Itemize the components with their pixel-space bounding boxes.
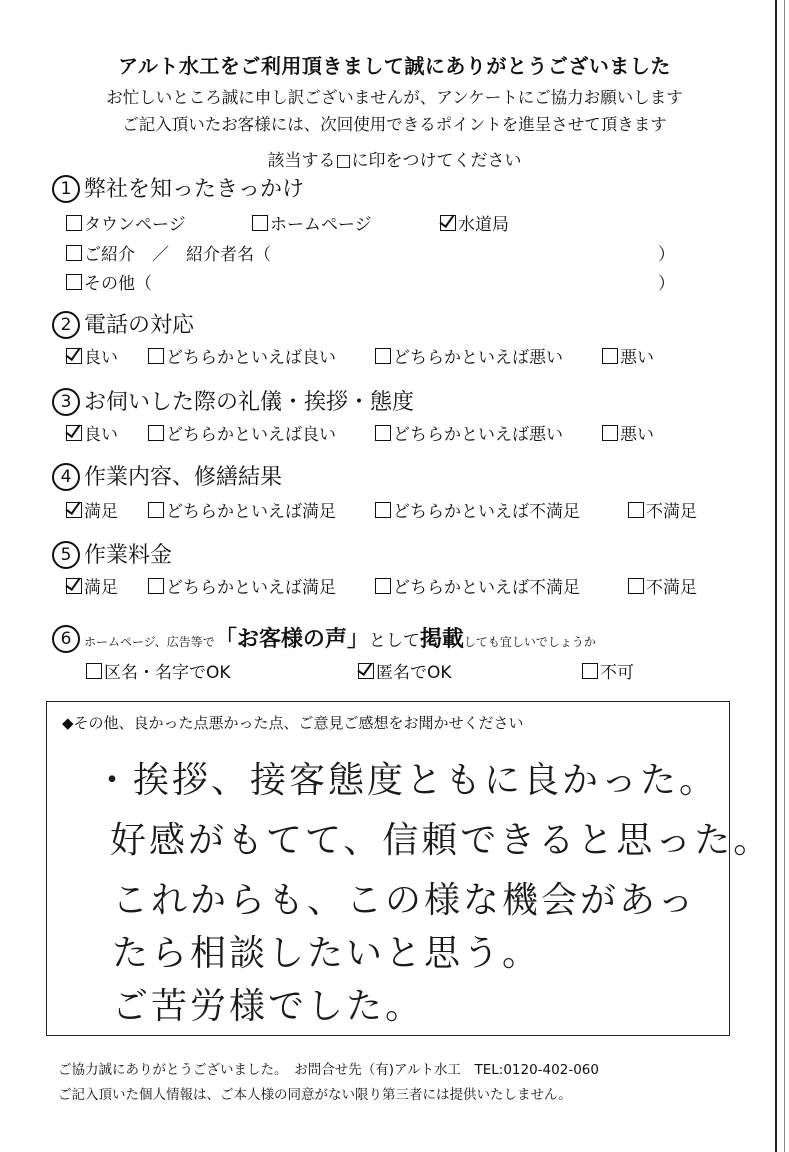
checkbox[interactable] [66,245,82,261]
comment-prompt: ◆その他、良かった点悪かった点、ご意見ご感想をお聞かせください [62,714,524,732]
option-label: 匿名でOK [376,663,452,683]
q4-option-satisfied[interactable] [66,497,118,522]
q2-option-good[interactable] [66,343,118,368]
q3-option-rather-good[interactable] [148,420,336,445]
q6-mid: として [368,631,420,651]
checkbox[interactable] [148,502,164,518]
q3-option-good[interactable] [66,420,118,445]
checkbox[interactable] [628,578,644,594]
header-request: お忙しいところ誠に申し訳ございませんが、アンケートにご協力お願いします [106,88,683,107]
option-label: 悪い [620,425,654,445]
q4-option-rather-satisfied[interactable] [148,497,336,522]
q4-title [52,460,282,491]
q6-option-anonymous-ok[interactable] [358,658,452,683]
option-label: 不満足 [646,578,697,598]
q5-option-unsatisfied[interactable] [628,573,697,598]
checkbox[interactable] [375,425,391,441]
option-label: 良い [84,348,118,368]
q1-title [52,172,304,203]
handwritten-line: これからも、この様な機会があっ [112,880,697,921]
page-edge-shadow [784,0,785,1152]
q6-number: 6 [52,625,80,653]
handwritten-line: たら相談したいと思う。 [112,933,542,974]
q2-option-rather-good[interactable] [148,343,336,368]
option-label: ご紹介 ／ 紹介者名（ [84,245,271,265]
option-label: 満足 [84,578,118,598]
checkbox-checked[interactable] [66,502,82,518]
option-label: どちらかといえば良い [166,348,336,368]
header-points-note: ご記入頂いたお客様には、次回使用できるポイントを進呈させて頂きます [122,115,667,134]
q6-bold: 掲載 [419,627,464,652]
option-label: どちらかといえば不満足 [393,578,580,598]
checkbox[interactable] [602,425,618,441]
checkbox[interactable] [66,274,82,290]
option-label: 満足 [84,502,118,522]
checkbox[interactable] [628,502,644,518]
q5-title-text: 作業料金 [84,543,173,568]
q3-title [52,385,414,416]
q5-title [52,538,172,569]
checkbox-checked[interactable] [358,663,374,679]
q6-quote: 「お客様の声」 [214,627,369,652]
checkbox-checked[interactable] [440,215,456,231]
q1-title-text: 弊社を知ったきっかけ [84,177,305,202]
option-label: どちらかといえば不満足 [393,502,580,522]
checkbox[interactable] [66,215,82,231]
checkbox-checked[interactable] [66,425,82,441]
q1-option-townpage[interactable] [66,210,186,235]
option-label: どちらかといえば悪い [393,348,563,368]
header-title: アルト水工をご利用頂きまして誠にありがとうございました [118,54,671,78]
checkbox[interactable] [375,578,391,594]
q3-option-rather-bad[interactable] [375,420,563,445]
q1-option-shoukai[interactable] [66,240,271,265]
q6-option-not-allowed[interactable] [582,658,634,683]
option-label: ホームページ [270,215,372,235]
option-label: 不可 [600,663,634,683]
checkbox[interactable] [148,425,164,441]
checkbox[interactable] [602,348,618,364]
q6-suffix: しても宜しいでしょうか [463,635,596,649]
option-label: 不満足 [646,502,697,522]
option-label: その他（ [84,274,152,294]
handwritten-line: ・挨拶、接客態度ともに良かった。 [94,760,719,801]
q2-number: 2 [52,311,80,339]
q4-number: 4 [52,463,80,491]
footer-privacy: ご記入頂いた個人情報は、ご本人様の同意がない限り第三者には提供いたしません。 [58,1087,572,1103]
q1-shoukai-close-paren: ） [658,245,675,265]
q3-title-text: お伺いした際の礼儀・挨拶・態度 [84,390,415,415]
checkbox-checked[interactable] [66,348,82,364]
q2-title-text: 電話の対応 [84,313,195,338]
q4-option-rather-unsatisfied[interactable] [375,497,580,522]
checkbox[interactable] [582,663,598,679]
checkbox[interactable] [148,578,164,594]
q5-option-rather-unsatisfied[interactable] [375,573,580,598]
checkbox[interactable] [148,348,164,364]
checkbox[interactable] [375,502,391,518]
option-label: どちらかといえば満足 [166,578,336,598]
q2-option-rather-bad[interactable] [375,343,563,368]
q1-option-suidou[interactable] [440,210,509,235]
q1-number: 1 [52,175,80,203]
footer-contact: ご協力誠にありがとうございました。 お問合せ先（有)アルト水工 TEL:0120-402-060 [58,1062,599,1078]
q6-title [52,622,596,653]
option-label: どちらかといえば満足 [166,502,336,522]
q5-option-rather-satisfied[interactable] [148,573,336,598]
q6-prefix: ホームページ、広告等で [84,635,215,649]
checkbox[interactable] [252,215,268,231]
q1-option-homepage[interactable] [252,210,372,235]
q1-option-other[interactable] [66,269,152,294]
checkbox[interactable] [86,663,102,679]
option-label: どちらかといえば悪い [393,425,563,445]
checkbox-checked[interactable] [66,578,82,594]
option-label: 水道局 [458,215,509,235]
q2-title [52,308,194,339]
q3-option-bad[interactable] [602,420,654,445]
page-edge-line [775,0,777,1152]
q5-number: 5 [52,541,80,569]
q3-number: 3 [52,388,80,416]
q4-title-text: 作業内容、修繕結果 [84,465,283,490]
q6-option-name-ok[interactable] [86,658,231,683]
q2-option-bad[interactable] [602,343,654,368]
option-label: どちらかといえば良い [166,425,336,445]
instruction-text: 該当する□に印をつけてください [267,151,522,171]
handwritten-line: 好感がもてて、信頼できると思った。 [110,820,773,861]
option-label: 区名・名字でOK [104,663,231,683]
option-label: 良い [84,425,118,445]
option-label: 悪い [620,348,654,368]
q1-other-close-paren: ） [658,274,675,294]
option-label: タウンページ [84,215,186,235]
q4-option-unsatisfied[interactable] [628,497,697,522]
q5-option-satisfied[interactable] [66,573,118,598]
checkbox[interactable] [375,348,391,364]
handwritten-line: ご苦労様でした。 [112,986,425,1027]
